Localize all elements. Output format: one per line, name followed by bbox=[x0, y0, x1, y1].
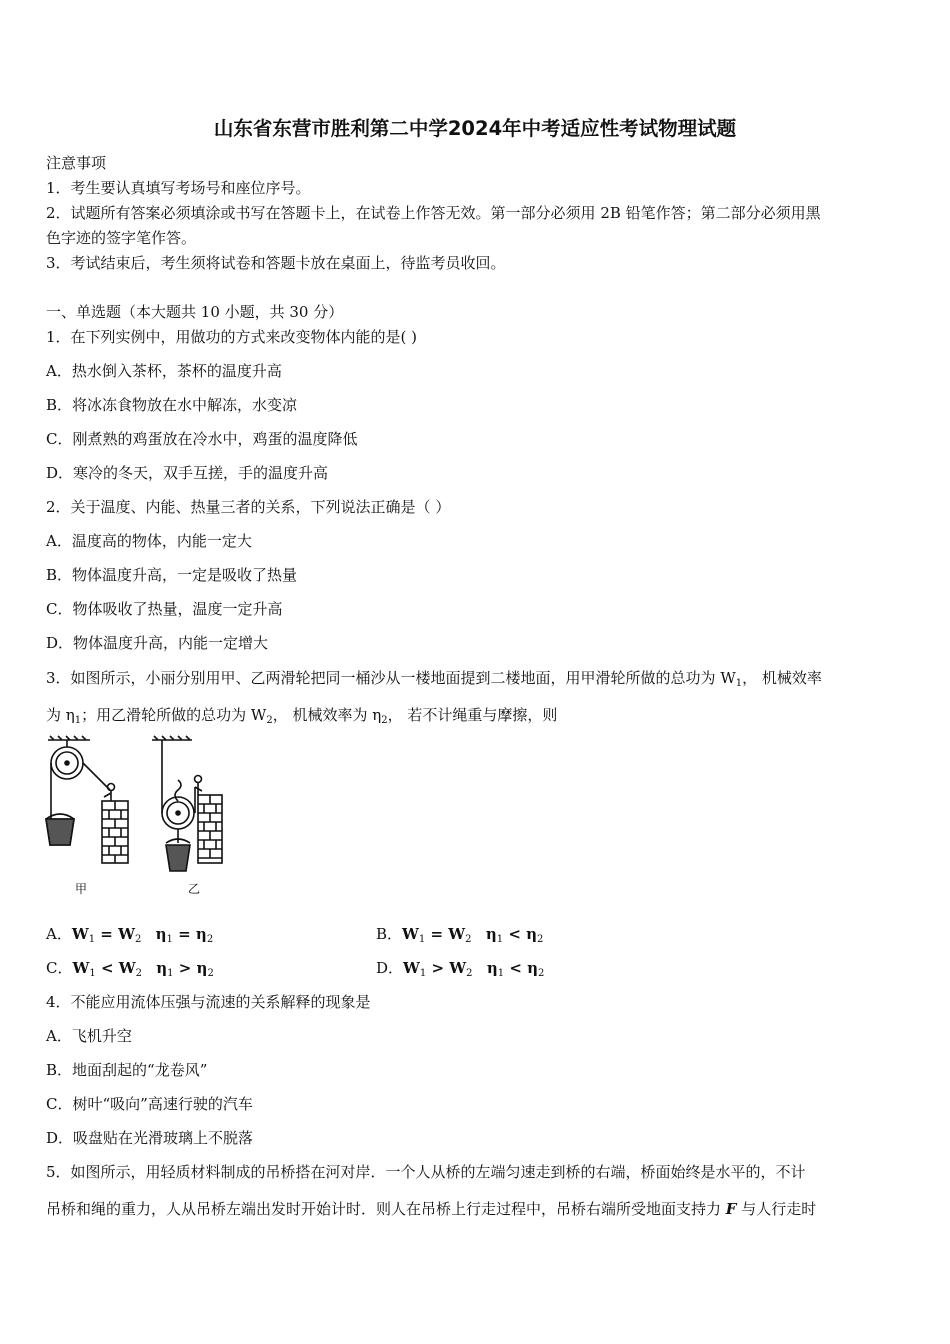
q2-option-b: B．物体温度升高，一定是吸收了热量 bbox=[46, 566, 298, 584]
q5-stem-line-1: 5．如图所示，用轻质材料制成的吊桥搭在河对岸．一个人从桥的左端匀速走到桥的右端，桥面始终是水平的，不计 bbox=[46, 1163, 806, 1181]
q3-option-d: D．$W_1 > W_2$ $\eta_1 < \eta_2$ bbox=[376, 959, 545, 979]
q3-option-a: A．$W_1 = W_2$ $\eta_1 = \eta_2$ bbox=[46, 925, 214, 945]
q1-stem: 1．在下列实例中，用做功的方式来改变物体内能的是( ) bbox=[46, 328, 418, 346]
figure-label-jia: 甲 bbox=[75, 882, 88, 896]
q4-option-a: A．飞机升空 bbox=[46, 1027, 132, 1045]
q3-stem-line-1: 3．如图所示，小丽分别用甲、乙两滑轮把同一桶沙从一楼地面提到二楼地面，用甲滑轮所做的总功为 $W_1$， 机械效率 bbox=[46, 669, 822, 689]
notice-item-2-cont: 色字迹的签字笔作答。 bbox=[46, 229, 197, 247]
q1-option-a: A．热水倒入茶杯，茶杯的温度升高 bbox=[46, 362, 282, 380]
page-title: 山东省东营市胜利第二中学2024年中考适应性考试物理试题 bbox=[213, 117, 737, 140]
section-heading: 一、单选题（本大题共 10 小题，共 30 分） bbox=[46, 303, 344, 321]
q4-stem: 4．不能应用流体压强与流速的关系解释的现象是 bbox=[46, 993, 371, 1011]
q4-option-c: C．树叶“吸向”高速行驶的汽车 bbox=[46, 1095, 253, 1113]
q1-option-b: B．将冰冻食物放在水中解冻，水变凉 bbox=[46, 396, 298, 414]
notice-item-2: 2．试题所有答案必须填涂或书写在答题卡上，在试卷上作答无效。第一部分必须用 2B 铅笔作答；第二部分必须用黑 bbox=[46, 204, 821, 222]
pulley-figure bbox=[40, 735, 240, 900]
q5-stem-line-2: 吊桥和绳的重力，人从吊桥左端出发时开始计时．则人在吊桥上行走过程中，吊桥右端所受地面支持力 F 与人行走时 bbox=[46, 1200, 817, 1218]
notice-heading: 注意事项 bbox=[46, 154, 107, 172]
notice-item-3: 3．考试结束后，考生须将试卷和答题卡放在桌面上，待监考员收回。 bbox=[46, 254, 506, 272]
q4-option-b: B．地面刮起的“龙卷风” bbox=[46, 1061, 208, 1079]
q2-option-c: C．物体吸收了热量，温度一定升高 bbox=[46, 600, 283, 618]
q2-option-a: A．温度高的物体，内能一定大 bbox=[46, 532, 252, 550]
q2-option-d: D．物体温度升高，内能一定增大 bbox=[46, 634, 269, 652]
q3-option-c: C．$W_1 < W_2$ $\eta_1 > \eta_2$ bbox=[46, 959, 214, 979]
q2-stem: 2．关于温度、内能、热量三者的关系，下列说法正确是（ ） bbox=[46, 498, 451, 516]
movable-pulley-diagram bbox=[152, 736, 222, 863]
notice-item-1: 1．考生要认真填写考场号和座位序号。 bbox=[46, 179, 311, 197]
q3-stem-line-2: 为 $\eta_1$；用乙滑轮所做的总功为 $W_2$， 机械效率为 $\eta_2$， 若不计绳重与摩擦，则 bbox=[46, 706, 558, 726]
q1-option-c: C．刚煮熟的鸡蛋放在冷水中，鸡蛋的温度降低 bbox=[46, 430, 358, 448]
q4-option-d: D．吸盘贴在光滑玻璃上不脱落 bbox=[46, 1129, 254, 1147]
q3-option-b: B．$W_1 = W_2$ $\eta_1 < \eta_2$ bbox=[376, 925, 544, 945]
figure-label-yi: 乙 bbox=[188, 882, 201, 896]
q1-option-d: D．寒冷的冬天，双手互搓，手的温度升高 bbox=[46, 464, 329, 482]
